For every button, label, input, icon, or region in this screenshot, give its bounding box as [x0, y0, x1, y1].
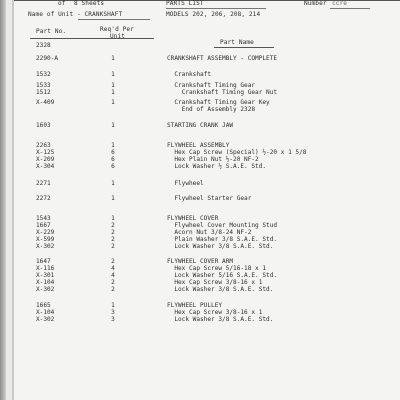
part-number: X-302: [36, 316, 55, 323]
part-name: FLYWHEEL PULLEY: [167, 302, 223, 309]
qty-required: 2: [111, 229, 115, 236]
qty-required: 2: [111, 222, 115, 229]
qty-required: 1: [111, 82, 115, 89]
col-part-no: Part No.: [36, 28, 67, 35]
part-number: X-304: [36, 163, 55, 170]
qty-required: 1: [111, 302, 115, 309]
qty-required: 1: [111, 89, 115, 96]
qty-required: 2: [111, 286, 115, 293]
part-number: X-302: [36, 286, 55, 293]
part-name: Lock Washer 3/8 S.A.E. Std.: [167, 316, 274, 323]
part-name: FLYWHEEL ASSEMBLY: [167, 142, 230, 149]
part-number: 1667: [36, 222, 51, 229]
qty-required: 2: [111, 258, 115, 265]
table-row: [14, 243, 400, 250]
number-value: ccre: [332, 0, 348, 7]
part-name: Hex Plain Nut ½-20 NF-2: [167, 156, 259, 163]
qty-required: 4: [111, 272, 115, 279]
qty-required: 1: [111, 55, 115, 62]
part-name: End of Assembly 2328: [167, 106, 256, 113]
part-name: Flywheel Cover Mounting Stud: [167, 222, 278, 229]
qty-required: 6: [111, 149, 115, 156]
qty-required: 1: [111, 142, 115, 149]
qty-required: 1: [111, 195, 115, 202]
part-name: Hex Cap Screw 3/8-16 x 1: [167, 309, 263, 316]
part-number: 1532: [36, 71, 51, 78]
models: MODELS 202, 206, 208, 214: [166, 11, 261, 18]
table-row: [14, 156, 400, 163]
qty-required: 2: [111, 243, 115, 250]
table-row: [14, 89, 400, 96]
part-name: Lock Washer 5/16 S.A.E. Std.: [167, 272, 278, 279]
qty-required: 2: [111, 236, 115, 243]
qty-required: 1: [111, 71, 115, 78]
part-number: 2272: [36, 195, 51, 202]
part-number: 1512: [36, 89, 51, 96]
part-name: Crankshaft Timing Gear: [167, 82, 256, 89]
table-row: [14, 42, 400, 49]
qty-required: 2: [111, 279, 115, 286]
qty-required: 4: [111, 265, 115, 272]
table-row: [14, 215, 400, 222]
part-number: 2271: [36, 180, 51, 187]
table-row: [14, 149, 400, 156]
table-row: [14, 279, 400, 286]
qty-required: 1: [111, 180, 115, 187]
scan-edge-shadow: [0, 0, 6, 400]
table-row: [14, 236, 400, 243]
part-name: Crankshaft Timing Gear Nut: [167, 89, 278, 96]
col-reqd-line2: Unit: [110, 33, 126, 40]
part-number: X-229: [36, 229, 55, 236]
table-row: [14, 55, 400, 62]
part-number: 1647: [36, 258, 51, 265]
col-part-name: Part Name: [220, 39, 254, 46]
part-number: X-104: [36, 309, 55, 316]
part-name: Flywheel: [167, 180, 204, 187]
part-number: X-301: [36, 272, 55, 279]
part-name: Flywheel Starter Gear: [167, 195, 252, 202]
part-name: STARTING CRANK JAW: [167, 122, 234, 129]
part-name: Crankshaft: [167, 71, 212, 78]
part-number: 2328: [36, 42, 51, 49]
column-header-rule: [30, 38, 154, 39]
part-number: 1533: [36, 82, 51, 89]
qty-required: 3: [111, 316, 115, 323]
number-underline: [330, 8, 370, 9]
qty-required: 1: [111, 215, 115, 222]
sheet-count-of: of: [58, 0, 66, 7]
table-row: [14, 106, 400, 113]
table-row: [14, 265, 400, 272]
part-name: Acorn Nut 3/8-24 NF-2: [167, 229, 252, 236]
qty-required: 1: [111, 99, 115, 106]
qty-required: 6: [111, 156, 115, 163]
part-number: X-302: [36, 243, 55, 250]
part-number: 1543: [36, 215, 51, 222]
col-reqd-line1: Req'd Per: [100, 26, 134, 33]
part-name: Hex Cap Screw 3/8-16 x 1: [167, 279, 263, 286]
part-name: FLYWHEEL COVER ARM: [167, 258, 234, 265]
table-row: [14, 286, 400, 293]
table-row: [14, 316, 400, 323]
table-row: [14, 222, 400, 229]
part-number: 1603: [36, 122, 51, 129]
part-name: Lock Washer 3/8 S.A.E. Std.: [167, 243, 274, 250]
table-row: [14, 258, 400, 265]
table-row: [14, 195, 400, 202]
qty-required: 1: [111, 122, 115, 129]
table-row: [14, 71, 400, 78]
part-name: Hex Cap Screw (Special) ½-20 x 1 5/8: [167, 149, 307, 156]
part-number: X-104: [36, 279, 55, 286]
table-row: [14, 272, 400, 279]
number-label: Number: [304, 0, 327, 7]
part-name: Lock Washer ½ S.A.E. Std.: [167, 163, 267, 170]
part-number: X-599: [36, 236, 55, 243]
table-row: [14, 163, 400, 170]
part-number: 2290-A: [36, 55, 59, 62]
parts-list-title: PARTS LIST: [166, 0, 204, 7]
part-number: X-209: [36, 156, 55, 163]
unit-name-underline: [78, 19, 150, 20]
part-number: X-125: [36, 149, 55, 156]
part-name: FLYWHEEL COVER: [167, 215, 219, 222]
table-row: [14, 122, 400, 129]
table-row: [14, 82, 400, 89]
table-row: [14, 309, 400, 316]
table-row: [14, 229, 400, 236]
part-number: X-116: [36, 265, 55, 272]
part-name: CRANKSHAFT ASSEMBLY - COMPLETE: [167, 55, 278, 62]
qty-required: 3: [111, 309, 115, 316]
part-name: Hex Cap Screw 5/16-18 x 1: [167, 265, 267, 272]
sheet-count: 8 Sheets: [74, 0, 105, 7]
parts-list-underline: [166, 8, 266, 9]
part-number: 1665: [36, 302, 51, 309]
part-name: Lock Washer 3/8 S.A.E. Std.: [167, 286, 274, 293]
unit-name: Name of Unit - CRANKSHAFT: [28, 11, 123, 18]
table-row: [14, 99, 400, 106]
part-number: 2263: [36, 142, 51, 149]
part-number: X-409: [36, 99, 55, 106]
part-name: Plain Washer 3/8 S.A.E. Std.: [167, 236, 278, 243]
table-row: [14, 180, 400, 187]
part-name: Crankshaft Timing Gear Key: [167, 99, 270, 106]
qty-required: 6: [111, 163, 115, 170]
table-row: [14, 302, 400, 309]
parts-list-sheet: [14, 0, 400, 400]
table-row: [14, 142, 400, 149]
